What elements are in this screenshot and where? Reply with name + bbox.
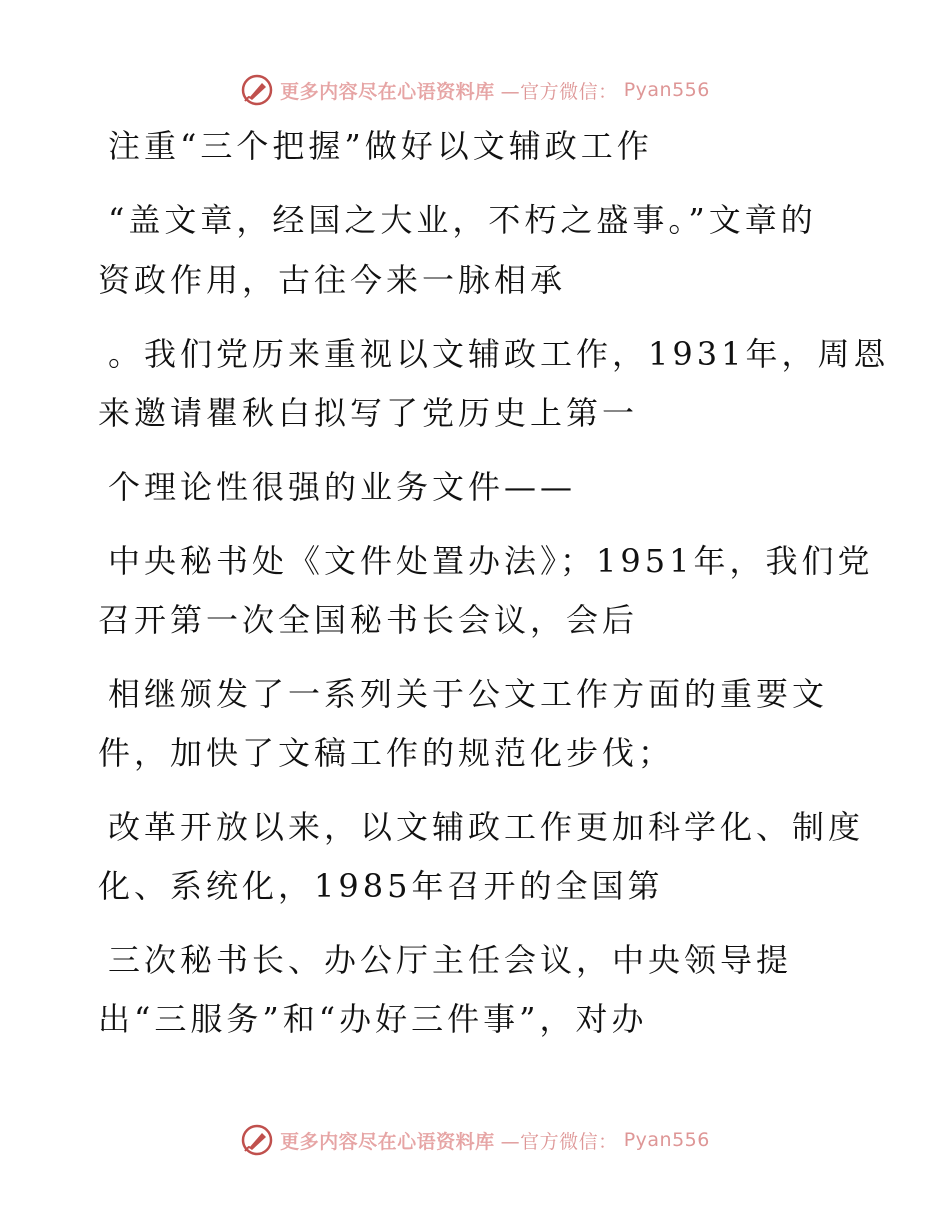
paragraph-line: 。我们党历来重视以文辅政工作，1931年，周恩 (108, 335, 890, 373)
paragraph-line: 资政作用，古往今来一脉相承 (98, 261, 567, 299)
paragraph-line: 三次秘书长、办公厅主任会议，中央领导提 (108, 941, 793, 979)
header-banner-text: 更多内容尽在心语资料库 (280, 80, 495, 103)
pen-logo-icon (240, 1123, 274, 1157)
header-banner (0, 70, 950, 110)
paragraph-line: 相继颁发了一系列关于公文工作方面的重要文 (108, 675, 829, 713)
header-banner-dash: —官方微信： (500, 80, 618, 103)
paragraph-line: 中央秘书处《文件处置办法》；1951年，我们党 (108, 542, 874, 580)
footer-banner (0, 1120, 950, 1160)
paragraph-line: 化、系统化，1985年召开的全国第 (98, 867, 664, 905)
footer-banner-text: 更多内容尽在心语资料库 (280, 1130, 495, 1153)
paragraph-line: 召开第一次全国秘书长会议，会后 (98, 601, 639, 639)
paragraph-line: 出“三服务”和“办好三件事”，对办 (98, 1000, 648, 1038)
paragraph-line: 来邀请瞿秋白拟写了党历史上第一 (98, 394, 639, 432)
paragraph-line: 改革开放以来，以文辅政工作更加科学化、制度 (108, 808, 865, 846)
pen-logo-icon (240, 73, 274, 107)
paragraph-line: 个理论性很强的业务文件—— (108, 468, 577, 506)
footer-banner-dash: —官方微信： (500, 1130, 618, 1153)
paragraph-line: “盖文章，经国之大业，不朽之盛事。”文章的 (108, 201, 817, 239)
paragraph-line: 件，加快了文稿工作的规范化步伐； (98, 734, 675, 772)
footer-banner-wechat: Pyan556 (623, 1129, 710, 1151)
header-banner-wechat: Pyan556 (623, 79, 710, 101)
title-line: 注重“三个把握”做好以文辅政工作 (108, 127, 653, 165)
